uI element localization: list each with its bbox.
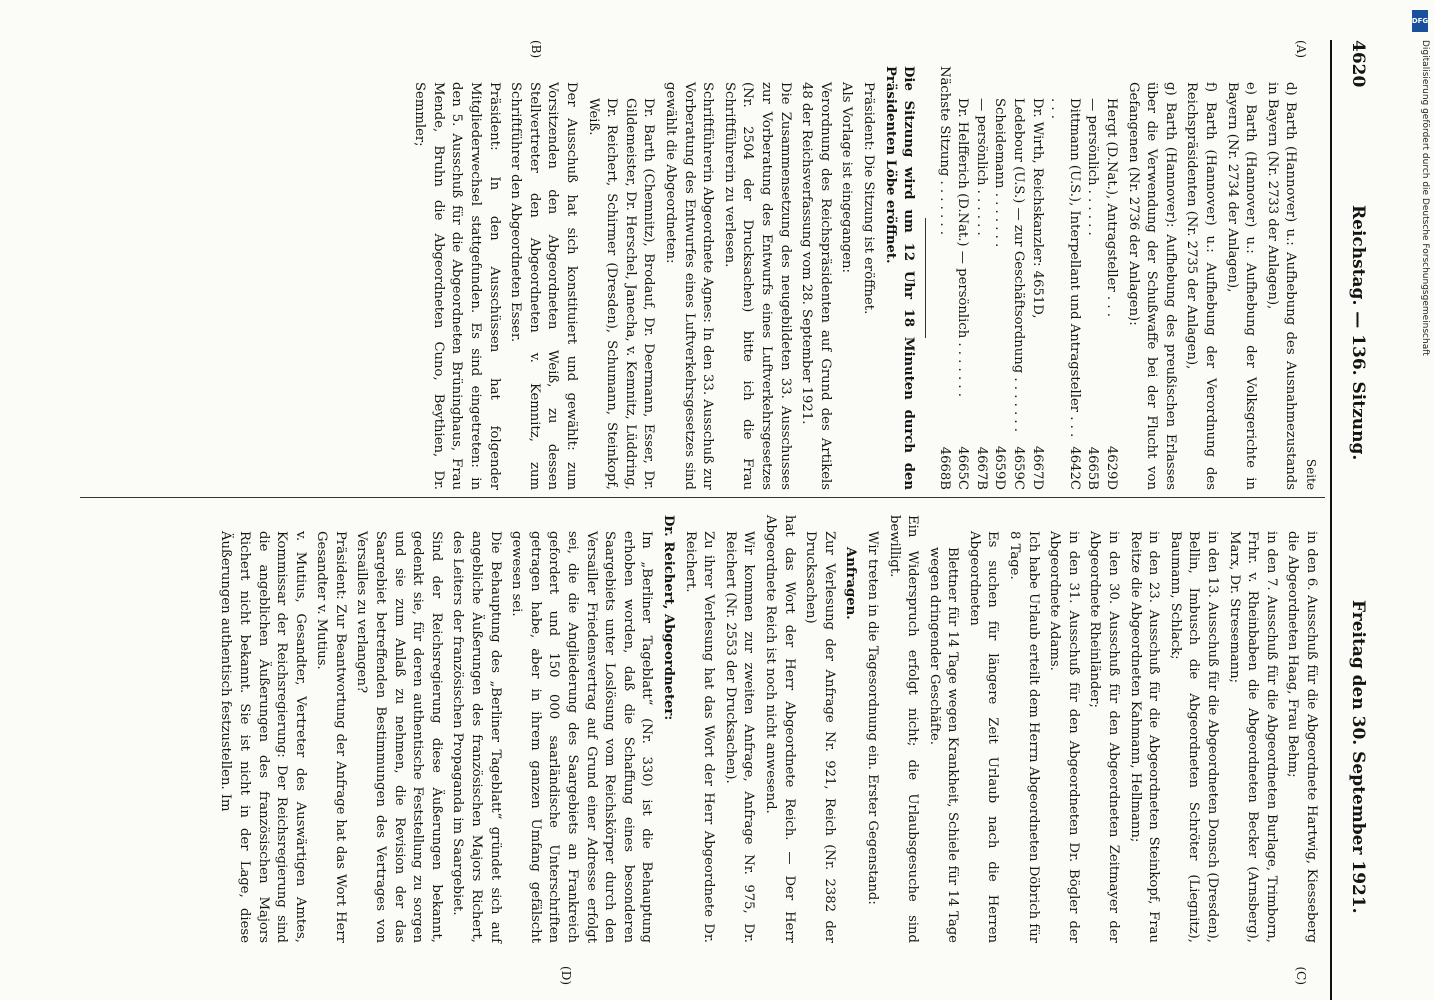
right-column (80, 515, 1320, 985)
paragraph: v. Mutius, Gesandter, Vertreter des Auswärtigen Amtes, Kommissar der Reichsregierung: Der Reichsregierung sind die angeblichen Äußerungen des französischen Majors Richert nicht bekannt. Sie ist nicht in der Lage, diese Äußerungen authentisch festzustellen. Im (218, 531, 308, 943)
committee-change: in den 13. Ausschuß für die Abgeordneten Donsch (Dresden), Bellin, Imbusch die Abgeordneten Schröter (Liegnitz), Baumann, Schlack; (1167, 531, 1221, 943)
paragraph: hat das Wort der Herr Abgeordnete Reich. — Der Herr Abgeordnete Reich ist noch nicht anwesend. (762, 515, 797, 943)
paragraph: Die Behauptung des „Berliner Tageblatt“ gründet sich auf angebliche Äußerungen des französischen Majors Richert, des Leiters der französischen Propaganda im Saargebiet. (450, 531, 503, 943)
header-rule (1330, 40, 1332, 1000)
seite-label: Seite (1304, 458, 1318, 490)
header-date: Freitag den 30. September 1921. (1348, 600, 1368, 914)
toc-entry-text: Hergt (D.Nat.), Antragsteller . . . (1104, 98, 1120, 317)
header-session-title: Reichstag. — 136. Sitzung. (1348, 205, 1368, 461)
agenda-item: d) Barth (Hannover) u.: Aufhebung des Ausnahmezustands in Bayern (Nr. 2733 der Anlagen), (1264, 82, 1299, 490)
toc-entry-text: Dittmann (U.S.), Interpellant und Antragsteller . . . . . . (1048, 98, 1082, 438)
committee-change: in den 23. Ausschuß für die Abgeordneten Steinkopf, Frau Reitze die Abgeordneten Kahmann, Hellmann; (1127, 531, 1162, 943)
toc-entry (1027, 66, 1046, 490)
paragraph: Präsident: In den Ausschüssen hat folgender Mitgliederwechsel stattgefunden. Es sind eingetreten: in den 5. Ausschuß für die Abgeordneten Brüninghaus, Frau Mende, Bruhn die Abgeordneten Cuno, Beythien, Dr. Semmler; (412, 82, 502, 490)
paragraph: Ich habe Urlaub erteilt dem Herrn Abgeordneten Döbrich für 8 Tage. (1007, 531, 1041, 943)
toc-entry-ref: 4629D (1104, 445, 1120, 490)
paragraph: Wir treten in die Tagesordnung ein. Erster Gegenstand: (864, 531, 880, 905)
toc-entry-ref: 4665C (955, 446, 971, 490)
session-opening: Die Sitzung wird um 12 Uhr 18 Minuten durch den Präsidenten Löbe eröffnet. (882, 66, 917, 490)
paragraph: Präsident: Die Sitzung ist eröffnet. (860, 82, 876, 315)
toc-entry-text: Scheidemann . . . . . . . (992, 98, 1008, 248)
paragraph: Im „Berliner Tageblatt“ (Nr. 330) ist die Behauptung erhoben worden, daß die Schaffung eines besonderen Saargebiets unter Loslösung vom Reichskörper durch den Versailler Friedensvertrag auf Grund einer Adresse erfolgt sei, die die Angliederung des Saargebiets an Frankreich gefordert und 150 000 saarländische Unterschriften getragen habe, aber in ihrem ganzen Umfang gefälscht gewesen sei. (509, 531, 655, 943)
toc-entry-ref: 4665B (1085, 446, 1101, 490)
toc-entry (1046, 66, 1083, 490)
paragraph: Schriftführerin Abgeordnete Agnes: In den 33. Ausschuß zur Vorberatung des Entwurfes eines Luftverkehrsgesetzes sind gewählt die Abgeordneten: (663, 82, 716, 490)
paragraph: Präsident: Zur Beantwortung der Anfrage hat das Wort Herr Gesandter v. Mutius. (314, 531, 348, 943)
toc-entry-text: Dr. Helfferich (D.Nat.) — persönlich . . . . . . . (955, 98, 971, 397)
toc-entry (1101, 66, 1120, 490)
paragraph: Ein Widerspruch erfolgt nicht; die Urlaubsgesuche sind bewilligt. (886, 515, 921, 943)
paragraph: Sind der Reichsregierung diese Äußerungen bekannt, gedenkt sie, für deren authentische Feststellung zu sorgen und sie zum Anlaß zu nehmen, die Revision der das Saargebiet betreffenden Bestimmungen des Vertrages von Versailles zu verlangen? (354, 531, 444, 943)
left-column (80, 40, 1320, 490)
speaker-label: Dr. Reichert, Abgeordneter: (661, 515, 676, 721)
left-column-body (410, 40, 1320, 490)
toc-entry-ref: 4667B (973, 446, 989, 490)
agenda-item: f) Barth (Hannover) u.: Aufhebung der Verordnung des Reichspräsidenten (Nr. 2735 der Anlagen), (1184, 82, 1219, 490)
digitization-notice (1418, 40, 1430, 760)
dfg-logo: DFG (1412, 10, 1428, 32)
toc-entry-text: Dr. Wirth, Reichskanzler: 4651D, (1029, 98, 1045, 319)
section-heading: Anfragen. (843, 547, 859, 620)
paragraph: Es suchen für längere Zeit Urlaub nach die Herren Abgeordneten (966, 531, 1001, 943)
toc-entry-text: — persönlich . . . . . . (973, 98, 989, 236)
paragraph: Verordnung des Reichspräsidenten auf Grund des Artikels 48 der Reichsverfassung vom 28. September 1921. (799, 82, 833, 490)
committee-change: in den 31. Ausschuß für den Abgeordneten Dr. Bögler der Abgeordnete Adams. (1047, 531, 1081, 943)
agenda-item: g) Barth (Hannover): Aufhebung des preußischen Erlasses über die Verwendung der Schußwaffe bei der Flucht von Gefangenen (Nr. 2736 der Anlagen): (1125, 82, 1178, 490)
toc-entry-ref: 4668B (936, 446, 952, 490)
toc-entry-ref: 4659D (992, 445, 1008, 490)
margin-marker-b: (B) (529, 40, 543, 59)
margin-marker-a: (A) (1294, 40, 1308, 59)
paragraph: Die Zusammensetzung des neugebildeten 33. Ausschusses zur Vorberatung des Entwurfs eines Luftverkehrsgesetzes (Nr. 2504 der Drucksachen) bitte ich die Frau Schriftführerin zu verlesen. (721, 82, 793, 490)
paragraph: Als Vorlage ist eingegangen: (839, 82, 855, 273)
paragraph: Zur Verlesung der Anfrage Nr. 921, Reich (Nr. 2382 der Drucksachen) (803, 531, 837, 943)
toc-entry (953, 66, 972, 490)
member-list: Dr. Barth (Chemnitz), Brodauf, Dr. Deermann, Esser, Dr. Gildemeister, Dr. Herschel, Janecha, v. Kemnitz, Lüddring, Dr. Reichert, Schirmer (Dresden), Schumann, Steinkopf, Weiß. (585, 98, 657, 490)
toc-entry-text: Nächste Sitzung . . . . . . . (936, 66, 952, 235)
committee-change: in den 30. Ausschuß für den Abgeordneten Zeitmayer der Abgeordnete Rheinländer; (1087, 531, 1122, 943)
toc-entry (1083, 66, 1102, 490)
toc-entry-ref: 4659C (1011, 446, 1027, 490)
margin-marker-d: (D) (559, 966, 573, 985)
toc-entry (934, 66, 953, 490)
committee-change: in den 6. Ausschuß für die Abgeordnete Hartwig, Kiesseberg die Abgeordneten Haag, Frau Behm; (1285, 531, 1319, 943)
toc-entry-text: Ledebour (U.S.) — zur Geschäftsordnung . . . . . . . (1011, 98, 1027, 432)
toc-entry-text: — persönlich . . . . . . (1085, 98, 1101, 236)
section-rule (925, 218, 926, 338)
toc-entry (990, 66, 1009, 490)
column-divider (80, 497, 1325, 498)
right-column-body (216, 515, 1320, 965)
committee-change: in den 7. Ausschuß für die Abgeordneten Burlage, Trimborn, Frhr. v. Rheinbaben die Abgeordneten Becker (Arnsberg), Marx, Dr. Stresemann; (1226, 531, 1279, 943)
digitization-notice-text: Digitalisierung gefördert durch die Deutsche Forschungsgemeinschaft (1420, 40, 1430, 356)
toc-entry (1009, 66, 1028, 490)
paragraph: Zu ihrer Verlesung hat das Wort der Herr Abgeordnete Dr. Reichert. (682, 531, 717, 943)
margin-marker-c: (C) (1294, 966, 1308, 985)
rotated-page-content (20, 0, 1380, 1000)
toc-entry-ref: 4667D (1029, 445, 1045, 490)
toc-entry (971, 66, 990, 490)
paragraph: Wir kommen zur zweiten Anfrage, Anfrage Nr. 975, Dr. Reichert (Nr. 2553 der Drucksachen). (722, 531, 757, 943)
page-header (1338, 40, 1368, 970)
agenda-item: e) Barth (Hannover) u.: Aufhebung der Volksgerichte in Bayern (Nr. 2734 der Anlagen), (1224, 82, 1259, 490)
toc-entry-ref: 4642C (1066, 446, 1082, 490)
paragraph: Blettner für 14 Tage wegen Krankheit, Schiele für 14 Tage wegen dringender Geschäfte. (926, 547, 961, 943)
paragraph: Der Ausschuß hat sich konstituiert und gewählt: zum Vorsitzenden den Abgeordneten Weiß, zu dessen Stellvertreter den Abgeordneten v. Kemnitz, zum Schriftführer den Abgeordneten Esser. (508, 82, 580, 490)
page-number: 4620 (1348, 40, 1368, 88)
